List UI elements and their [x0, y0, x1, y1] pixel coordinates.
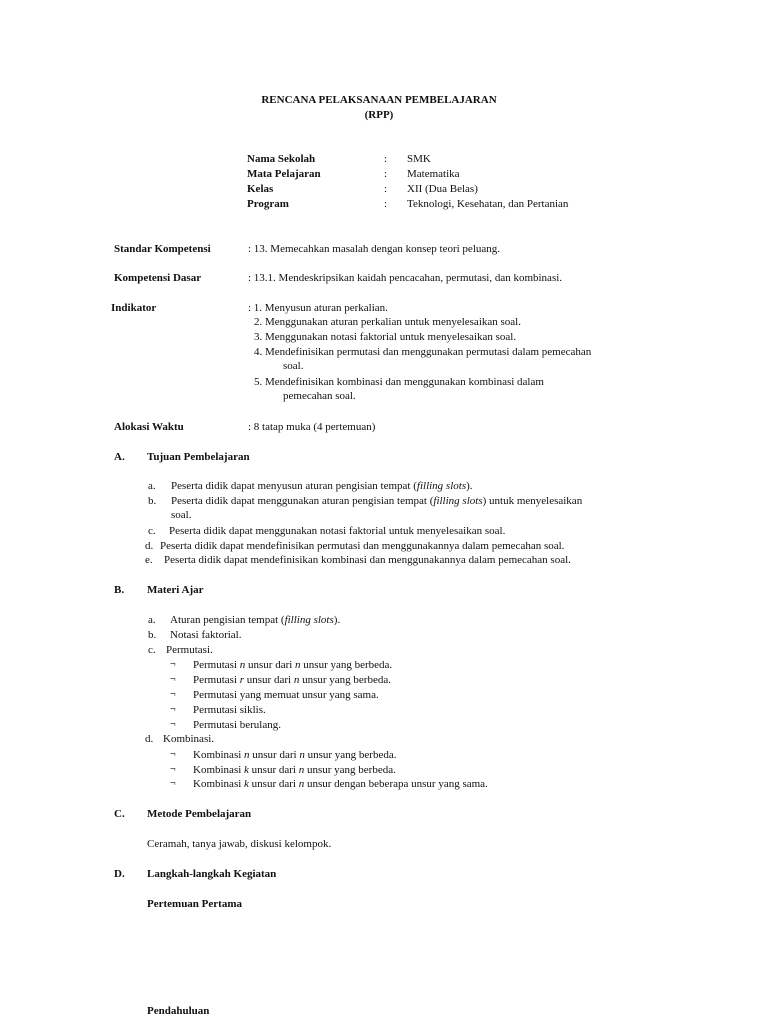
alokasi-value: : 8 tatap muka (4 pertemuan): [248, 421, 376, 433]
section-a-title: Tujuan Pembelajaran: [147, 451, 250, 463]
identity-label: Nama Sekolah: [247, 153, 316, 165]
indikator-label: Indikator: [111, 302, 157, 314]
bullet-icon: ¬: [170, 778, 176, 789]
bullet-icon: ¬: [170, 749, 176, 760]
pendahuluan-heading: Pendahuluan: [147, 1005, 210, 1017]
standar-label: Standar Kompetensi: [114, 243, 211, 255]
indikator-item-cont: soal.: [283, 360, 304, 372]
section-c-title: Metode Pembelajaran: [147, 808, 252, 820]
tujuan-item: Peserta didik dapat menggunakan notasi faktorial untuk menyelesaikan soal.: [169, 525, 506, 537]
section-c-letter: C.: [114, 808, 125, 820]
pertemuan-heading: Pertemuan Pertama: [147, 898, 242, 910]
identity-value: XII (Dua Belas): [407, 183, 478, 195]
permutasi-item: Permutasi berulang.: [193, 719, 281, 731]
indikator-item: 4. Mendefinisikan permutasi dan menggunakan permutasi dalam pemecahan: [254, 346, 592, 358]
standar-value: : 13. Memecahkan masalah dengan konsep teori peluang.: [248, 243, 501, 255]
alokasi-label: Alokasi Waktu: [114, 421, 184, 433]
indikator-item-cont: pemecahan soal.: [283, 390, 356, 402]
identity-label: Kelas: [247, 183, 274, 195]
tujuan-mark: e.: [145, 554, 153, 566]
identity-separator: :: [384, 168, 388, 180]
section-d-letter: D.: [114, 868, 125, 880]
tujuan-mark: c.: [148, 525, 156, 537]
indikator-item: : 1. Menyusun aturan perkalian.: [248, 302, 388, 314]
kompetensi-value: : 13.1. Mendeskripsikan kaidah pencacahan, permutasi, dan kombinasi.: [248, 272, 563, 284]
section-b-letter: B.: [114, 584, 125, 596]
materi-item: Kombinasi.: [163, 733, 215, 745]
materi-mark: a.: [148, 614, 156, 626]
tujuan-item: Peserta didik dapat menggunakan aturan pengisian tempat (filling slots) untuk menyelesaikan: [171, 495, 583, 507]
identity-separator: :: [384, 183, 388, 195]
identity-separator: :: [384, 198, 388, 210]
tujuan-mark: b.: [148, 495, 157, 507]
permutasi-item: Permutasi r unsur dari n unsur yang berbeda.: [193, 674, 391, 686]
materi-mark: c.: [148, 644, 156, 656]
indikator-item: 5. Mendefinisikan kombinasi dan menggunakan kombinasi dalam: [254, 376, 544, 388]
indikator-item: 3. Menggunakan notasi faktorial untuk menyelesaikan soal.: [254, 331, 517, 343]
bullet-icon: ¬: [170, 719, 176, 730]
permutasi-item: Permutasi yang memuat unsur yang sama.: [193, 689, 379, 701]
section-a-letter: A.: [114, 451, 125, 463]
materi-item: Permutasi.: [166, 644, 213, 656]
bullet-icon: ¬: [170, 689, 176, 700]
bullet-icon: ¬: [170, 704, 176, 715]
kombinasi-item: Kombinasi k unsur dari n unsur dengan beberapa unsur yang sama.: [193, 778, 488, 790]
permutasi-item: Permutasi n unsur dari n unsur yang berbeda.: [193, 659, 393, 671]
document-subtitle: (RPP): [364, 109, 394, 121]
identity-value: SMK: [407, 153, 431, 165]
identity-separator: :: [384, 153, 388, 165]
identity-value: Teknologi, Kesehatan, dan Pertanian: [407, 198, 569, 210]
section-d-title: Langkah-langkah Kegiatan: [147, 868, 277, 880]
materi-mark: b.: [148, 629, 157, 641]
kombinasi-item: Kombinasi n unsur dari n unsur yang berbeda.: [193, 749, 397, 761]
identity-label: Mata Pelajaran: [247, 168, 321, 180]
bullet-icon: ¬: [170, 674, 176, 685]
permutasi-item: Permutasi siklis.: [193, 704, 266, 716]
identity-label: Program: [247, 198, 289, 210]
identity-value: Matematika: [407, 168, 460, 180]
materi-item: Notasi faktorial.: [170, 629, 242, 641]
tujuan-item: Peserta didik dapat menyusun aturan pengisian tempat (filling slots).: [171, 480, 473, 492]
tujuan-mark: a.: [148, 480, 156, 492]
bullet-icon: ¬: [170, 764, 176, 775]
materi-item: Aturan pengisian tempat (filling slots).: [170, 614, 341, 626]
tujuan-item-cont: soal.: [171, 509, 192, 521]
document-title: RENCANA PELAKSANAAN PEMBELAJARAN: [261, 94, 497, 106]
kompetensi-label: Kompetensi Dasar: [114, 272, 202, 284]
kombinasi-item: Kombinasi k unsur dari n unsur yang berbeda.: [193, 764, 396, 776]
tujuan-item: Peserta didik dapat mendefinisikan kombinasi dan menggunakannya dalam pemecahan soal.: [164, 554, 571, 566]
tujuan-item: Peserta didik dapat mendefinisikan permutasi dan menggunakannya dalam pemecahan soal.: [160, 540, 565, 552]
indikator-item: 2. Menggunakan aturan perkalian untuk menyelesaikan soal.: [254, 316, 521, 328]
tujuan-mark: d.: [145, 540, 154, 552]
materi-mark: d.: [145, 733, 154, 745]
metode-text: Ceramah, tanya jawab, diskusi kelompok.: [147, 838, 332, 850]
section-b-title: Materi Ajar: [147, 584, 204, 596]
bullet-icon: ¬: [170, 659, 176, 670]
